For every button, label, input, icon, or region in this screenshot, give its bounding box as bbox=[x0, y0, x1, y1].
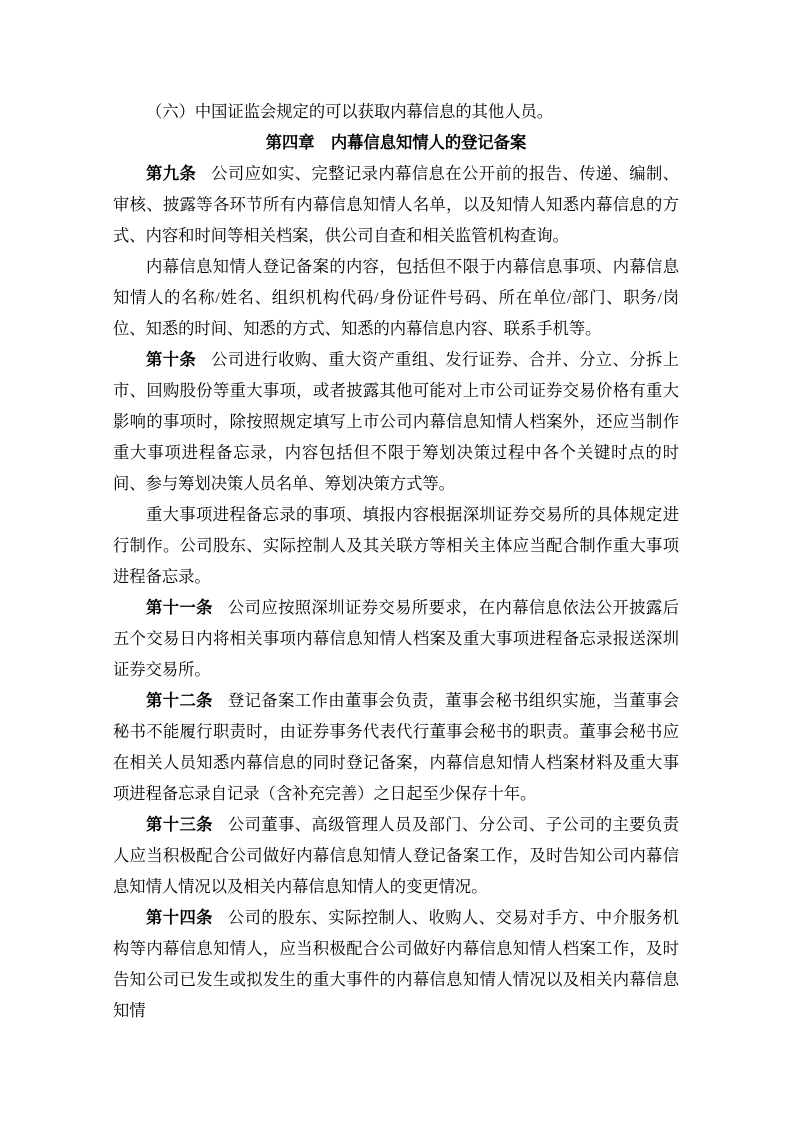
paragraph-text: 公司应如实、完整记录内幕信息在公开前的报告、传递、编制、审核、披露等各环节所有内幕信息知情人名单，以及知情人知悉内幕信息的方式、内容和时间等相关档案，供公司自查和相关监管机构查询。 bbox=[113, 164, 679, 245]
article-11-paragraph bbox=[113, 592, 679, 685]
article-9-continued-paragraph bbox=[113, 251, 679, 344]
article-10-paragraph bbox=[113, 344, 679, 499]
article-number: 第十四条 bbox=[146, 908, 213, 927]
paragraph-text: 登记备案工作由董事会负责，董事会秘书组织实施，当董事会秘书不能履行职责时，由证券事务代表代行董事会秘书的职责。董事会秘书应在相关人员知悉内幕信息的同时登记备案，内幕信息知情人档案材料及重大事项进程备忘录自记录（含补充完善）之日起至少保存十年。 bbox=[113, 691, 679, 803]
paragraph-text: 重大事项进程备忘录的事项、填报内容根据深圳证券交易所的具体规定进行制作。公司股东、实际控制人及其关联方等相关主体应当配合制作重大事项进程备忘录。 bbox=[113, 505, 679, 586]
article-13-paragraph bbox=[113, 809, 679, 902]
paragraph-text: 内幕信息知情人登记备案的内容，包括但不限于内幕信息事项、内幕信息知情人的名称/姓名、组织机构代码/身份证件号码、所在单位/部门、职务/岗位、知悉的时间、知悉的方式、知悉的内幕信息内容、联系手机等。 bbox=[113, 257, 679, 338]
list-item-six bbox=[113, 96, 679, 127]
paragraph-text: 公司进行收购、重大资产重组、发行证券、合并、分立、分拆上市、回购股份等重大事项，或者披露其他可能对上市公司证券交易价格有重大影响的事项时，除按照规定填写上市公司内幕信息知情人档案外，还应当制作重大事项进程备忘录，内容包括但不限于筹划决策过程中各个关键时点的时间、参与筹划决策人员名单、筹划决策方式等。 bbox=[113, 350, 679, 493]
article-10-continued-paragraph bbox=[113, 499, 679, 592]
chapter-heading: 第四章 内幕信息知情人的登记备案 bbox=[265, 133, 527, 152]
article-9-paragraph bbox=[113, 158, 679, 251]
article-number: 第十条 bbox=[146, 350, 197, 369]
paragraph-text: 公司应按照深圳证券交易所要求，在内幕信息依法公开披露后五个交易日内将相关事项内幕信息知情人档案及重大事项进程备忘录报送深圳证券交易所。 bbox=[113, 598, 679, 679]
article-14-paragraph bbox=[113, 902, 679, 1026]
paragraph-text: 公司董事、高级管理人员及部门、分公司、子公司的主要负责人应当积极配合公司做好内幕信息知情人登记备案工作，及时告知公司内幕信息知情人情况以及相关内幕信息知情人的变更情况。 bbox=[113, 815, 679, 896]
article-number: 第十二条 bbox=[146, 691, 213, 710]
paragraph-text: （六）中国证监会规定的可以获取内幕信息的其他人员。 bbox=[146, 102, 554, 121]
article-number: 第十一条 bbox=[146, 598, 213, 617]
article-12-paragraph bbox=[113, 685, 679, 809]
article-number: 第十三条 bbox=[146, 815, 213, 834]
article-number: 第九条 bbox=[146, 164, 197, 183]
paragraph-text: 公司的股东、实际控制人、收购人、交易对手方、中介服务机构等内幕信息知情人，应当积极配合公司做好内幕信息知情人档案工作，及时告知公司已发生或拟发生的重大事件的内幕信息知情人情况以及相关内幕信息知情 bbox=[113, 908, 679, 1020]
